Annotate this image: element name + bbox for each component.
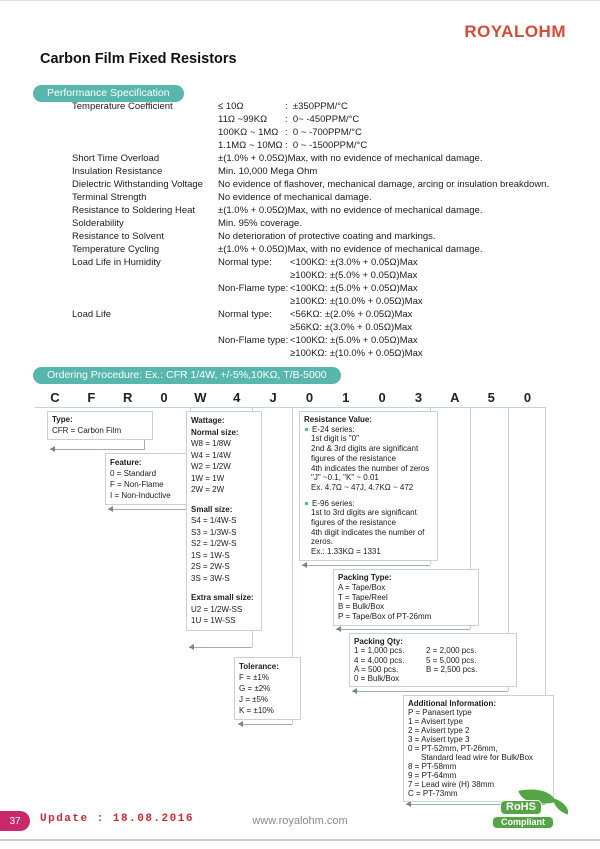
box-line: B = Bulk/Box — [338, 602, 385, 612]
spec-label: Dielectric Withstanding Voltage — [72, 179, 203, 190]
spec-values — [218, 204, 482, 217]
spec-label: Resistance to Solvent — [72, 231, 164, 242]
spec-value-line: ±(1.0% + 0.05Ω)Max, with no evidence of mechanical damage. — [218, 244, 483, 255]
box-line: F = ±1% — [239, 673, 269, 682]
spec-label: Solderability — [72, 218, 124, 229]
spec-label: Temperature Coefficient — [72, 101, 173, 112]
website-url: www.royalohm.com — [252, 815, 348, 827]
spec-label: Short Time Overload — [72, 153, 160, 164]
box-line: 1S = 1W-S — [191, 550, 230, 560]
ordering-code-char: J — [269, 390, 277, 405]
box-line: "J" ~0.1, "K" ~ 0.01 — [311, 473, 379, 483]
box-line: 7 = Lead wire (H) 38mm — [408, 780, 495, 789]
box-line: W8 = 1/8W — [191, 439, 231, 448]
box-line: 0 = Standard — [110, 469, 157, 478]
box-line: 2 = Avisert type 2 — [408, 726, 470, 735]
box-line: 1st digit is "0" — [311, 434, 359, 444]
box-lines — [239, 672, 297, 716]
spec-value-line: ±(1.0% + 0.05Ω)Max, with no evidence of mechanical damage. — [218, 205, 483, 216]
spec-value-line: Min. 10,000 Mega Ohm — [218, 166, 318, 177]
spec-values — [218, 100, 367, 152]
box-line: 3S = 3W-S — [191, 573, 230, 583]
ordering-code-char: 0 — [305, 390, 314, 405]
box-line: A = 500 pcs. B = 2,500 pcs. — [354, 664, 478, 674]
box-line: Standard lead wire for Bulk/Box — [421, 753, 534, 762]
ordering-code-char: R — [122, 390, 133, 405]
ordering-code-char: 0 — [160, 390, 168, 405]
box-lines — [354, 646, 513, 683]
update-date: Update : 18.08.2016 — [40, 813, 194, 825]
box-line: W2 = 1/2W — [191, 462, 231, 471]
leaf-icon — [551, 798, 572, 814]
box-line: 0 = Bulk/Box — [354, 674, 400, 684]
spec-sub-label: 11Ω ~99KΩ — [218, 114, 268, 125]
spec-values — [218, 230, 436, 243]
arrow-connector — [302, 565, 430, 566]
spec-sub-label: ≤ 10Ω — [218, 101, 244, 112]
box-line: 4th indicates the number of zeros — [311, 463, 430, 473]
connector-rule — [35, 407, 545, 408]
ordering-code-char: 3 — [414, 390, 423, 405]
performance-spec-table — [72, 100, 572, 360]
spec-label: Insulation Resistance — [72, 166, 163, 177]
box-lines — [304, 425, 437, 557]
box-line: S3 = 1/3W-S — [191, 527, 237, 537]
box-lines — [110, 468, 192, 501]
box-line: J = ±5% — [239, 695, 269, 704]
spec-row — [72, 165, 572, 178]
ordering-code-char: C — [50, 390, 60, 405]
spec-sub-label: Normal type: — [218, 309, 272, 320]
rohs-compliant-text: Compliant — [492, 816, 554, 829]
spec-value-line: ≤ 10Ω : ±350PPM/°C — [218, 101, 348, 112]
arrow-connector — [336, 629, 470, 630]
spec-label: Temperature Cycling — [72, 244, 160, 255]
spec-row — [72, 204, 572, 217]
box-line: CFR = Carbon Film — [52, 425, 122, 435]
box-line: 8 = PT-58mm — [408, 762, 457, 771]
box-lines — [191, 427, 258, 627]
spec-values — [218, 243, 482, 256]
box-title: Packing Qty: — [354, 637, 403, 646]
spec-value-line: No evidence of mechanical damage. — [218, 192, 372, 203]
box-line: Ex.: 1.33KΩ = 1331 — [311, 547, 381, 557]
box-line: E-24 series: — [304, 425, 437, 435]
ordering-code-char: F — [87, 390, 96, 405]
ordering-section-header: Ordering Procedure: Ex.: CFR 1/4W, +/-5%,10KΩ, T/B-5000 — [33, 367, 341, 384]
spec-values — [218, 308, 423, 360]
box-line: 1U = 1W-SS — [191, 616, 236, 625]
box-line — [191, 496, 258, 504]
box-line: Ex. 4.7Ω ~ 47J, 4.7KΩ ~ 472 — [311, 482, 414, 492]
spec-values — [218, 165, 317, 178]
box-packing-type — [333, 569, 479, 626]
box-line: 1 = 1,000 pcs. 2 = 2,000 pcs. — [354, 646, 477, 656]
brand-logo: ROYALOHM — [464, 22, 566, 41]
ordering-code-char: W — [194, 390, 207, 405]
spec-row — [72, 100, 572, 152]
performance-section-header: Performance Specification — [33, 85, 184, 102]
box-title: Resistance Value: — [304, 415, 373, 424]
box-lines — [408, 708, 550, 798]
spec-values — [218, 256, 423, 308]
box-title: Feature: — [110, 458, 142, 467]
spec-value-line: ≥56KΩ: ±(3.0% + 0.05Ω)Max — [290, 322, 413, 333]
box-line: K = ±10% — [239, 706, 274, 715]
box-line: U2 = 1/2W-SS — [191, 604, 243, 614]
ordering-code-char: 0 — [523, 390, 532, 405]
box-lines — [52, 426, 149, 437]
spec-sub-label: 1.1MΩ ~ 10MΩ — [218, 140, 283, 151]
box-line: 1W = 1W — [191, 473, 225, 483]
box-additional-information — [403, 695, 554, 802]
spec-value-line: Normal type: <56KΩ: ±(2.0% + 0.05Ω)Max — [218, 309, 413, 320]
spec-values — [218, 178, 549, 191]
spec-sub-label: Non-Flame type: — [218, 335, 289, 346]
box-line: G = ±2% — [239, 684, 271, 693]
rohs-compliant-logo — [492, 787, 576, 833]
box-title: Additional Information: — [408, 699, 496, 708]
spec-row — [72, 178, 572, 191]
arrow-connector — [50, 449, 145, 450]
box-line: 3 = Avisert type 3 — [408, 735, 470, 744]
box-line — [191, 584, 258, 592]
box-line: 1 = Avisert type — [408, 717, 463, 726]
spec-sub-label: Non-Flame type: — [218, 283, 289, 294]
spec-values — [218, 152, 482, 165]
spec-label: Resistance to Soldering Heat — [72, 205, 196, 216]
spec-label: Load Life — [72, 309, 112, 320]
box-line: figures of the resistance — [311, 518, 396, 528]
box-line: I = Non-Inductive — [110, 491, 171, 500]
arrow-connector — [108, 509, 190, 510]
ordering-code-char: 5 — [487, 390, 495, 405]
spec-value-line: No evidence of flashover, mechanical damage, arcing or insulation breakdown. — [218, 179, 550, 190]
box-title: Type: — [52, 415, 73, 424]
box-line: Normal size: — [191, 427, 239, 437]
ordering-code-char: 1 — [342, 390, 350, 405]
box-lines — [338, 583, 475, 622]
footer-divider — [0, 839, 600, 841]
connector-line — [144, 439, 145, 449]
spec-value-line: ±(1.0% + 0.05Ω)Max, with no evidence of mechanical damage. — [218, 153, 483, 164]
box-feature — [105, 453, 196, 505]
box-line: Small size: — [191, 504, 233, 514]
arrow-connector — [352, 691, 508, 692]
box-type — [47, 411, 153, 440]
spec-values — [218, 217, 302, 230]
box-line: figures of the resistance — [311, 453, 396, 463]
box-line: 0 = PT-52mm, PT-26mm, — [408, 744, 498, 753]
box-line: T = Tape/Reel — [338, 592, 388, 602]
rohs-text: RoHS — [500, 800, 542, 815]
box-packing-qty — [349, 633, 517, 687]
box-line: 4 = 4,000 pcs. 5 = 5,000 pcs. — [354, 655, 477, 665]
page-number-badge: 37 — [0, 811, 30, 831]
spec-value-line: Non-Flame type: <100KΩ: ±(5.0% + 0.05Ω)Max — [218, 335, 418, 346]
ordering-code-char: 4 — [233, 390, 241, 405]
spec-value-line: Min. 95% coverage. — [218, 218, 302, 229]
box-resistance-value — [299, 411, 438, 561]
spec-row — [72, 243, 572, 256]
ordering-code-char: 0 — [378, 390, 386, 405]
box-line: 2W = 2W — [191, 485, 225, 494]
box-line: S4 = 1/4W-S — [191, 516, 237, 525]
arrow-connector — [189, 647, 252, 648]
ordering-code-char: A — [450, 390, 460, 405]
box-line: S2 = 1/2W-S — [191, 539, 237, 548]
spec-row — [72, 230, 572, 243]
ordering-code-row — [0, 390, 600, 405]
box-line: 1st to 3rd digits are significant — [311, 508, 417, 518]
spec-value-line: ≥100KΩ: ±(10.0% + 0.05Ω)Max — [290, 348, 423, 359]
box-line: A = Tape/Box — [338, 582, 386, 592]
box-title: Wattage: — [191, 416, 225, 425]
spec-value-line: Normal type: <100KΩ: ±(3.0% + 0.05Ω)Max — [218, 257, 418, 268]
spec-sub-label: Normal type: — [218, 257, 272, 268]
box-line: P = Panasert type — [408, 708, 472, 717]
spec-sub-label: 100KΩ ~ 1MΩ — [218, 127, 279, 138]
box-title: Packing Type: — [338, 573, 392, 582]
spec-value-line: Non-Flame type: <100KΩ: ±(5.0% + 0.05Ω)Max — [218, 283, 418, 294]
box-line: C = PT-73mm — [408, 789, 458, 798]
box-title: Tolerance: — [239, 662, 279, 671]
spec-row — [72, 256, 572, 308]
box-wattage — [186, 411, 262, 631]
spec-row — [72, 152, 572, 165]
spec-row — [72, 191, 572, 204]
box-line: E-96 series: — [304, 499, 437, 509]
box-line: zeros. — [311, 537, 333, 547]
spec-label: Terminal Strength — [72, 192, 147, 203]
box-line: P = Tape/Box of PT-26mm — [338, 612, 432, 622]
arrow-connector — [238, 724, 292, 725]
box-tolerance — [234, 657, 301, 720]
spec-label: Load Life in Humidity — [72, 257, 161, 268]
spec-row — [72, 217, 572, 230]
spec-value-line: 1.1MΩ ~ 10MΩ : 0 ~ -1500PPM/°C — [218, 140, 368, 151]
spec-value-line: No deterioration of protective coating and markings. — [218, 231, 436, 242]
box-line: 2S = 2W-S — [191, 562, 230, 571]
box-line: 2nd & 3rd digits are significant — [311, 444, 419, 454]
page-title: Carbon Film Fixed Resistors — [40, 51, 237, 67]
box-line: 9 = PT-64mm — [408, 771, 457, 780]
spec-value-line: 100KΩ ~ 1MΩ : 0 ~ -700PPM/°C — [218, 127, 362, 138]
box-line: Extra small size: — [191, 593, 254, 602]
spec-values — [218, 191, 372, 204]
spec-value-line: ≥100KΩ: ±(5.0% + 0.05Ω)Max — [290, 270, 418, 281]
spec-row — [72, 308, 572, 360]
box-line: 4th digit indicates the number of — [311, 527, 425, 537]
spec-value-line: 11Ω ~99KΩ : 0~ -450PPM/°C — [218, 114, 360, 125]
box-line: F = Non-Flame — [110, 480, 164, 489]
spec-value-line: ≥100KΩ: ±(10.0% + 0.05Ω)Max — [290, 296, 423, 307]
box-line: W4 = 1/4W — [191, 450, 231, 460]
